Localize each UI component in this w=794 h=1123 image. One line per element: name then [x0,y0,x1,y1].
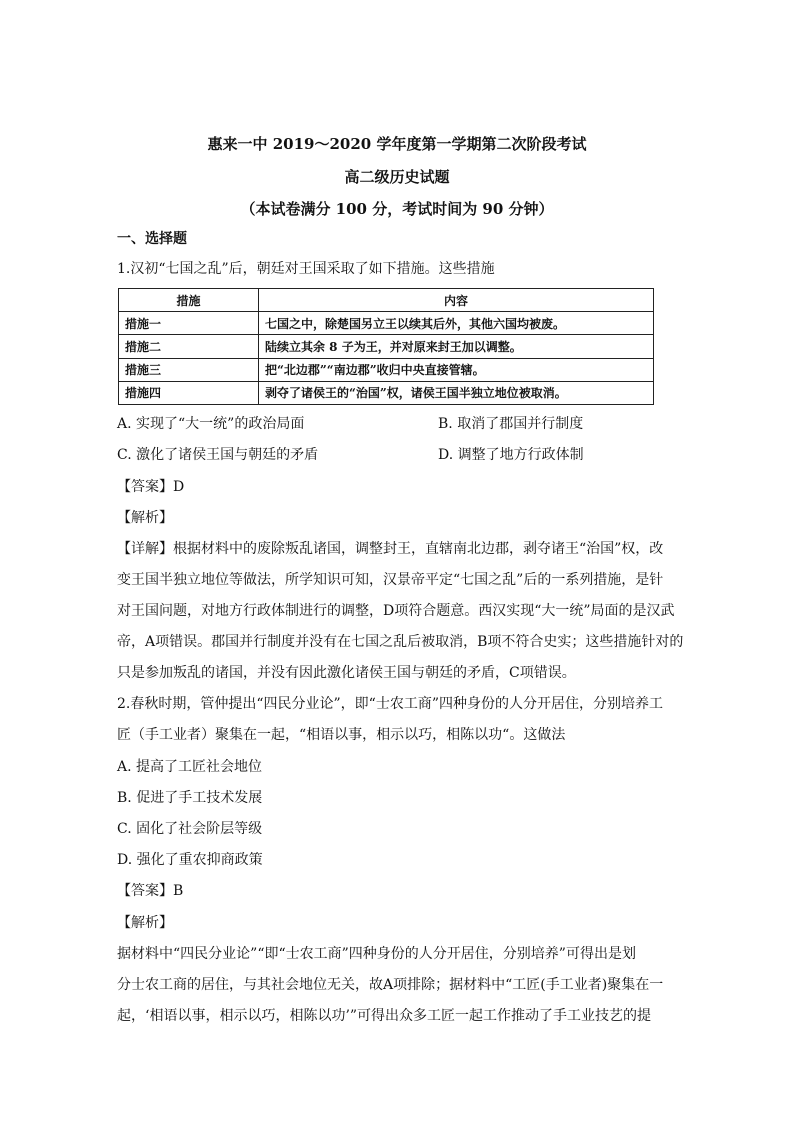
table-header-content: 内容 [259,289,654,312]
q2-analysis-label: 【解析】 [117,915,173,931]
q2-answer: 【答案】B [117,883,184,899]
table-row [119,335,654,358]
table-cell-content: 七国之中，除楚国另立王以续其后外，其他六国均被废。 [259,312,654,335]
q1-stem: 1.汉初“七国之乱”后，朝廷对王国采取了如下措施。这些措施 [117,261,495,277]
q1-analysis-label: 【解析】 [117,510,173,526]
q2-option-a: A. 提高了工匠社会地位 [117,759,263,775]
q1-option-a: A. 实现了“大一统”的政治局面 [117,416,305,432]
exam-note: （本试卷满分 100 分，考试时间为 90 分钟） [240,200,554,218]
q2-stem-line: 匠（手工业者）聚集在一起，“相语以事，相示以巧，相陈以功“。这做法 [117,727,566,743]
table-cell-measure: 措施四 [119,381,259,404]
table-cell-content: 陆续立其余 8 子为王，并对原来封王加以调整。 [259,335,654,358]
q1-detail-line: 【详解】根据材料中的废除叛乱诸国，调整封王，直辖南北边郡，剥夺诸王“治国”权，改 [117,541,664,557]
exam-subtitle: 高二级历史试题 [344,168,450,186]
q1-detail-line: 只是参加叛乱的诸国，并没有因此激化诸侯王国与朝廷的矛盾，C项错误。 [117,665,576,681]
q1-option-c: C. 激化了诸侯王国与朝廷的矛盾 [117,447,319,463]
q1-option-d: D. 调整了地方行政体制 [438,447,584,463]
q1-measures-table [118,288,654,405]
table-cell-measure: 措施三 [119,358,259,381]
q2-detail-line: 据材料中“四民分业论”“即“士农工商”四种身份的人分开居住，分别培养”可得出是划 [117,946,636,962]
table-header-measure: 措施 [119,289,259,312]
q1-detail-line: 帝，A项错误。郡国并行制度并没有在七国之乱后被取消，B项不符合史实；这些措施针对的 [117,634,684,650]
q1-answer: 【答案】D [117,479,185,495]
table-cell-measure: 措施二 [119,335,259,358]
table-header-row [119,289,654,312]
q2-option-b: B. 促进了手工技术发展 [117,790,263,806]
exam-title: 惠来一中 2019～2020 学年度第一学期第二次阶段考试 [207,135,587,153]
table-row [119,358,654,381]
table-row [119,381,654,404]
q1-option-b: B. 取消了郡国并行制度 [438,416,584,432]
q2-option-d: D. 强化了重农抑商政策 [117,852,263,868]
q2-option-c: C. 固化了社会阶层等级 [117,821,263,837]
table-cell-measure: 措施一 [119,312,259,335]
table-cell-content: 把“北边郡”“南边郡”收归中央直接管辖。 [259,358,654,381]
table-cell-content: 剥夺了诸侯王的“治国”权，诸侯王国半独立地位被取消。 [259,381,654,404]
q2-stem-line: 2.春秋时期，管仲提出“四民分业论”，即“士农工商”四种身份的人分开居住，分别培养工 [117,696,663,712]
q2-detail-line: 分士农工商的居住，与其社会地位无关，故A项排除；据材料中“工匠(手工业者)聚集在一 [117,977,664,993]
table-row [119,312,654,335]
section-heading: 一、选择题 [117,231,187,247]
q1-detail-line: 变王国半独立地位等做法，所学知识可知，汉景帝平定“七国之乱”后的一系列措施，是针 [117,572,664,588]
q2-detail-line: 起，‘相语以事，相示以巧，相陈以功’”可得出众多工匠一起工作推动了手工业技艺的提 [117,1008,652,1024]
q1-detail-line: 对王国问题，对地方行政体制进行的调整，D项符合题意。西汉实现“大一统”局面的是汉武 [117,603,675,619]
